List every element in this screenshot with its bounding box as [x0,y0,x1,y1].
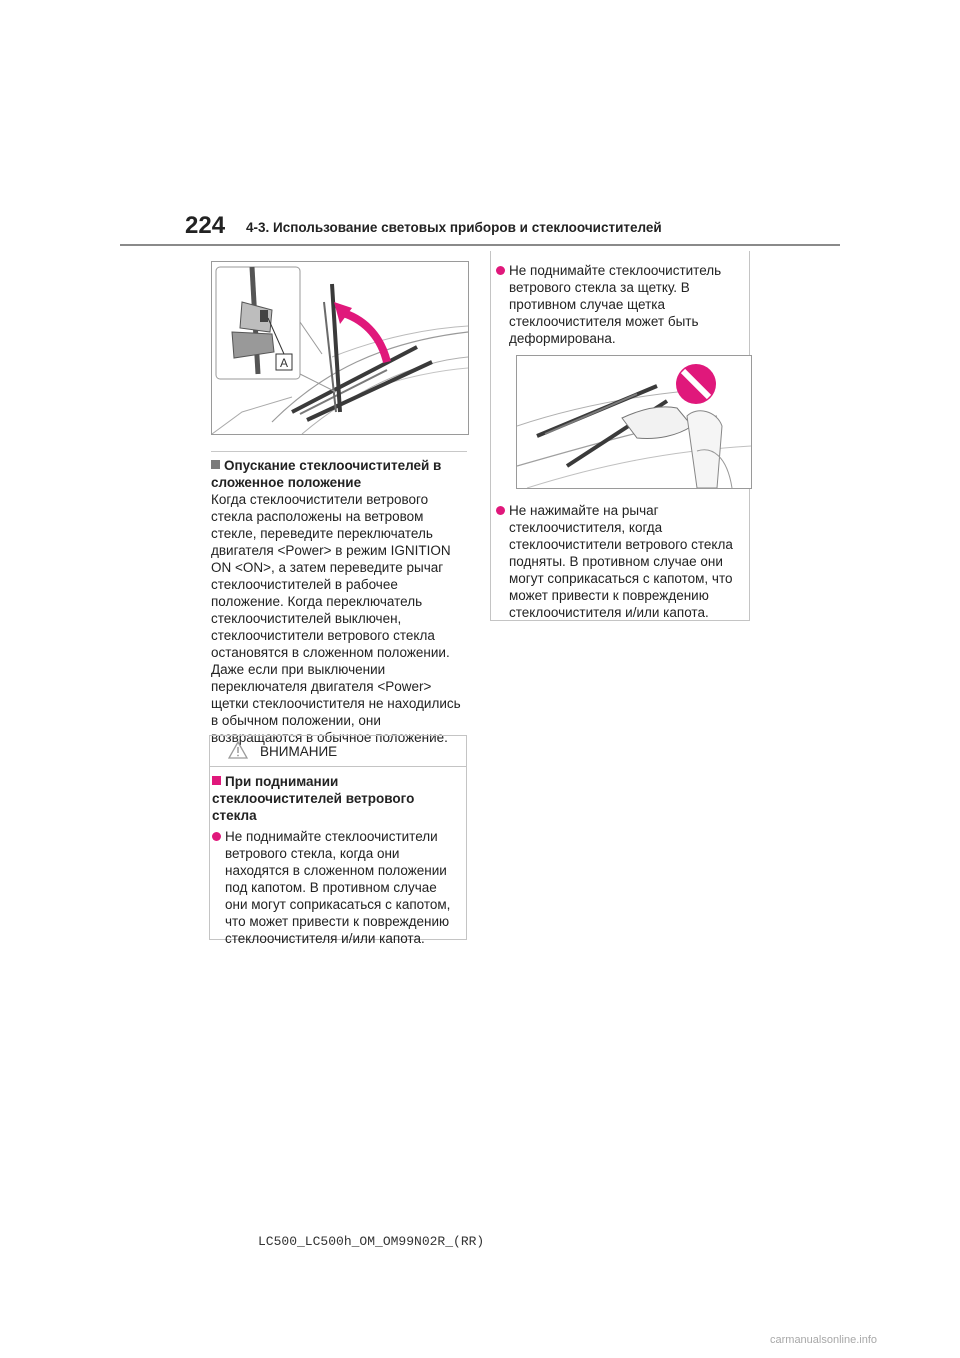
right-bullet-1-text: Не поднимайте стеклоочиститель ветрового стекла за щетку. В противном случае щетка стеклоочистителя может быть деформирована. [509,263,722,346]
callout-label-a: A [279,356,289,370]
caution-box [209,735,467,946]
caution-bullet-text: Не поднимайте стеклоочистители ветрового стекла, когда они находятся в сложенном положении под капотом. В противном случае они могут соприкасаться с капотом, что может привести к повреждению стеклоочистителя и/или капота. [225,829,451,946]
caution-heading-text: При поднимании стеклоочистителей ветрового стекла [212,774,415,823]
right-bullet-1 [496,262,746,347]
no-lift-by-blade-illustration [516,355,752,489]
page-number: 224 [185,212,226,239]
heading-square-icon [211,460,220,469]
section-divider [211,451,467,452]
right-bullet-2 [496,502,746,621]
caution-square-icon [212,776,221,785]
header-divider [120,244,840,246]
wiper-raise-illustration [211,261,469,435]
caution-heading [212,773,452,824]
watermark: carmanualsonline.info [770,1334,878,1346]
caution-header [210,736,466,767]
bullet-dot-icon [496,506,505,515]
warning-triangle-icon [228,741,248,764]
folded-position-heading-text: Опускание стеклоочистителей в сложенное положение [211,458,442,490]
document-code: LC500_LC500h_OM_OM99N02R_(RR) [258,1234,485,1249]
bullet-dot-icon [496,266,505,275]
section-title: 4-3. Использование световых приборов и стеклоочистителей [246,220,662,235]
right-bullet-2-text: Не нажимайте на рычаг стеклоочистителя, когда стеклоочистители ветрового стекла подняты. В противном случае они могут соприкасаться с капотом, что может привести к повреждению стеклоочистителя и/или капота. [509,503,733,620]
bullet-dot-icon [212,832,221,841]
folded-position-heading [211,457,467,491]
caution-title: ВНИМАНИЕ [260,744,338,759]
folded-position-body: Когда стеклоочистители ветрового стекла расположены на ветровом стекле, переведите переключатель двигателя <Power> в режим IGNITION ON <ON>, а затем переведите рычаг стеклоочистителей в рабочее положение. Когда переключатель стеклоочистителей выключен, стеклоочистители ветрового стекла остановятся в сложенном положении. Даже если при выключении переключателя двигателя <Power> щетки стеклоочистителя не находились в обычном положении, они возвращаются в обычное положение. [211,492,461,745]
caution-bullet [212,828,457,947]
